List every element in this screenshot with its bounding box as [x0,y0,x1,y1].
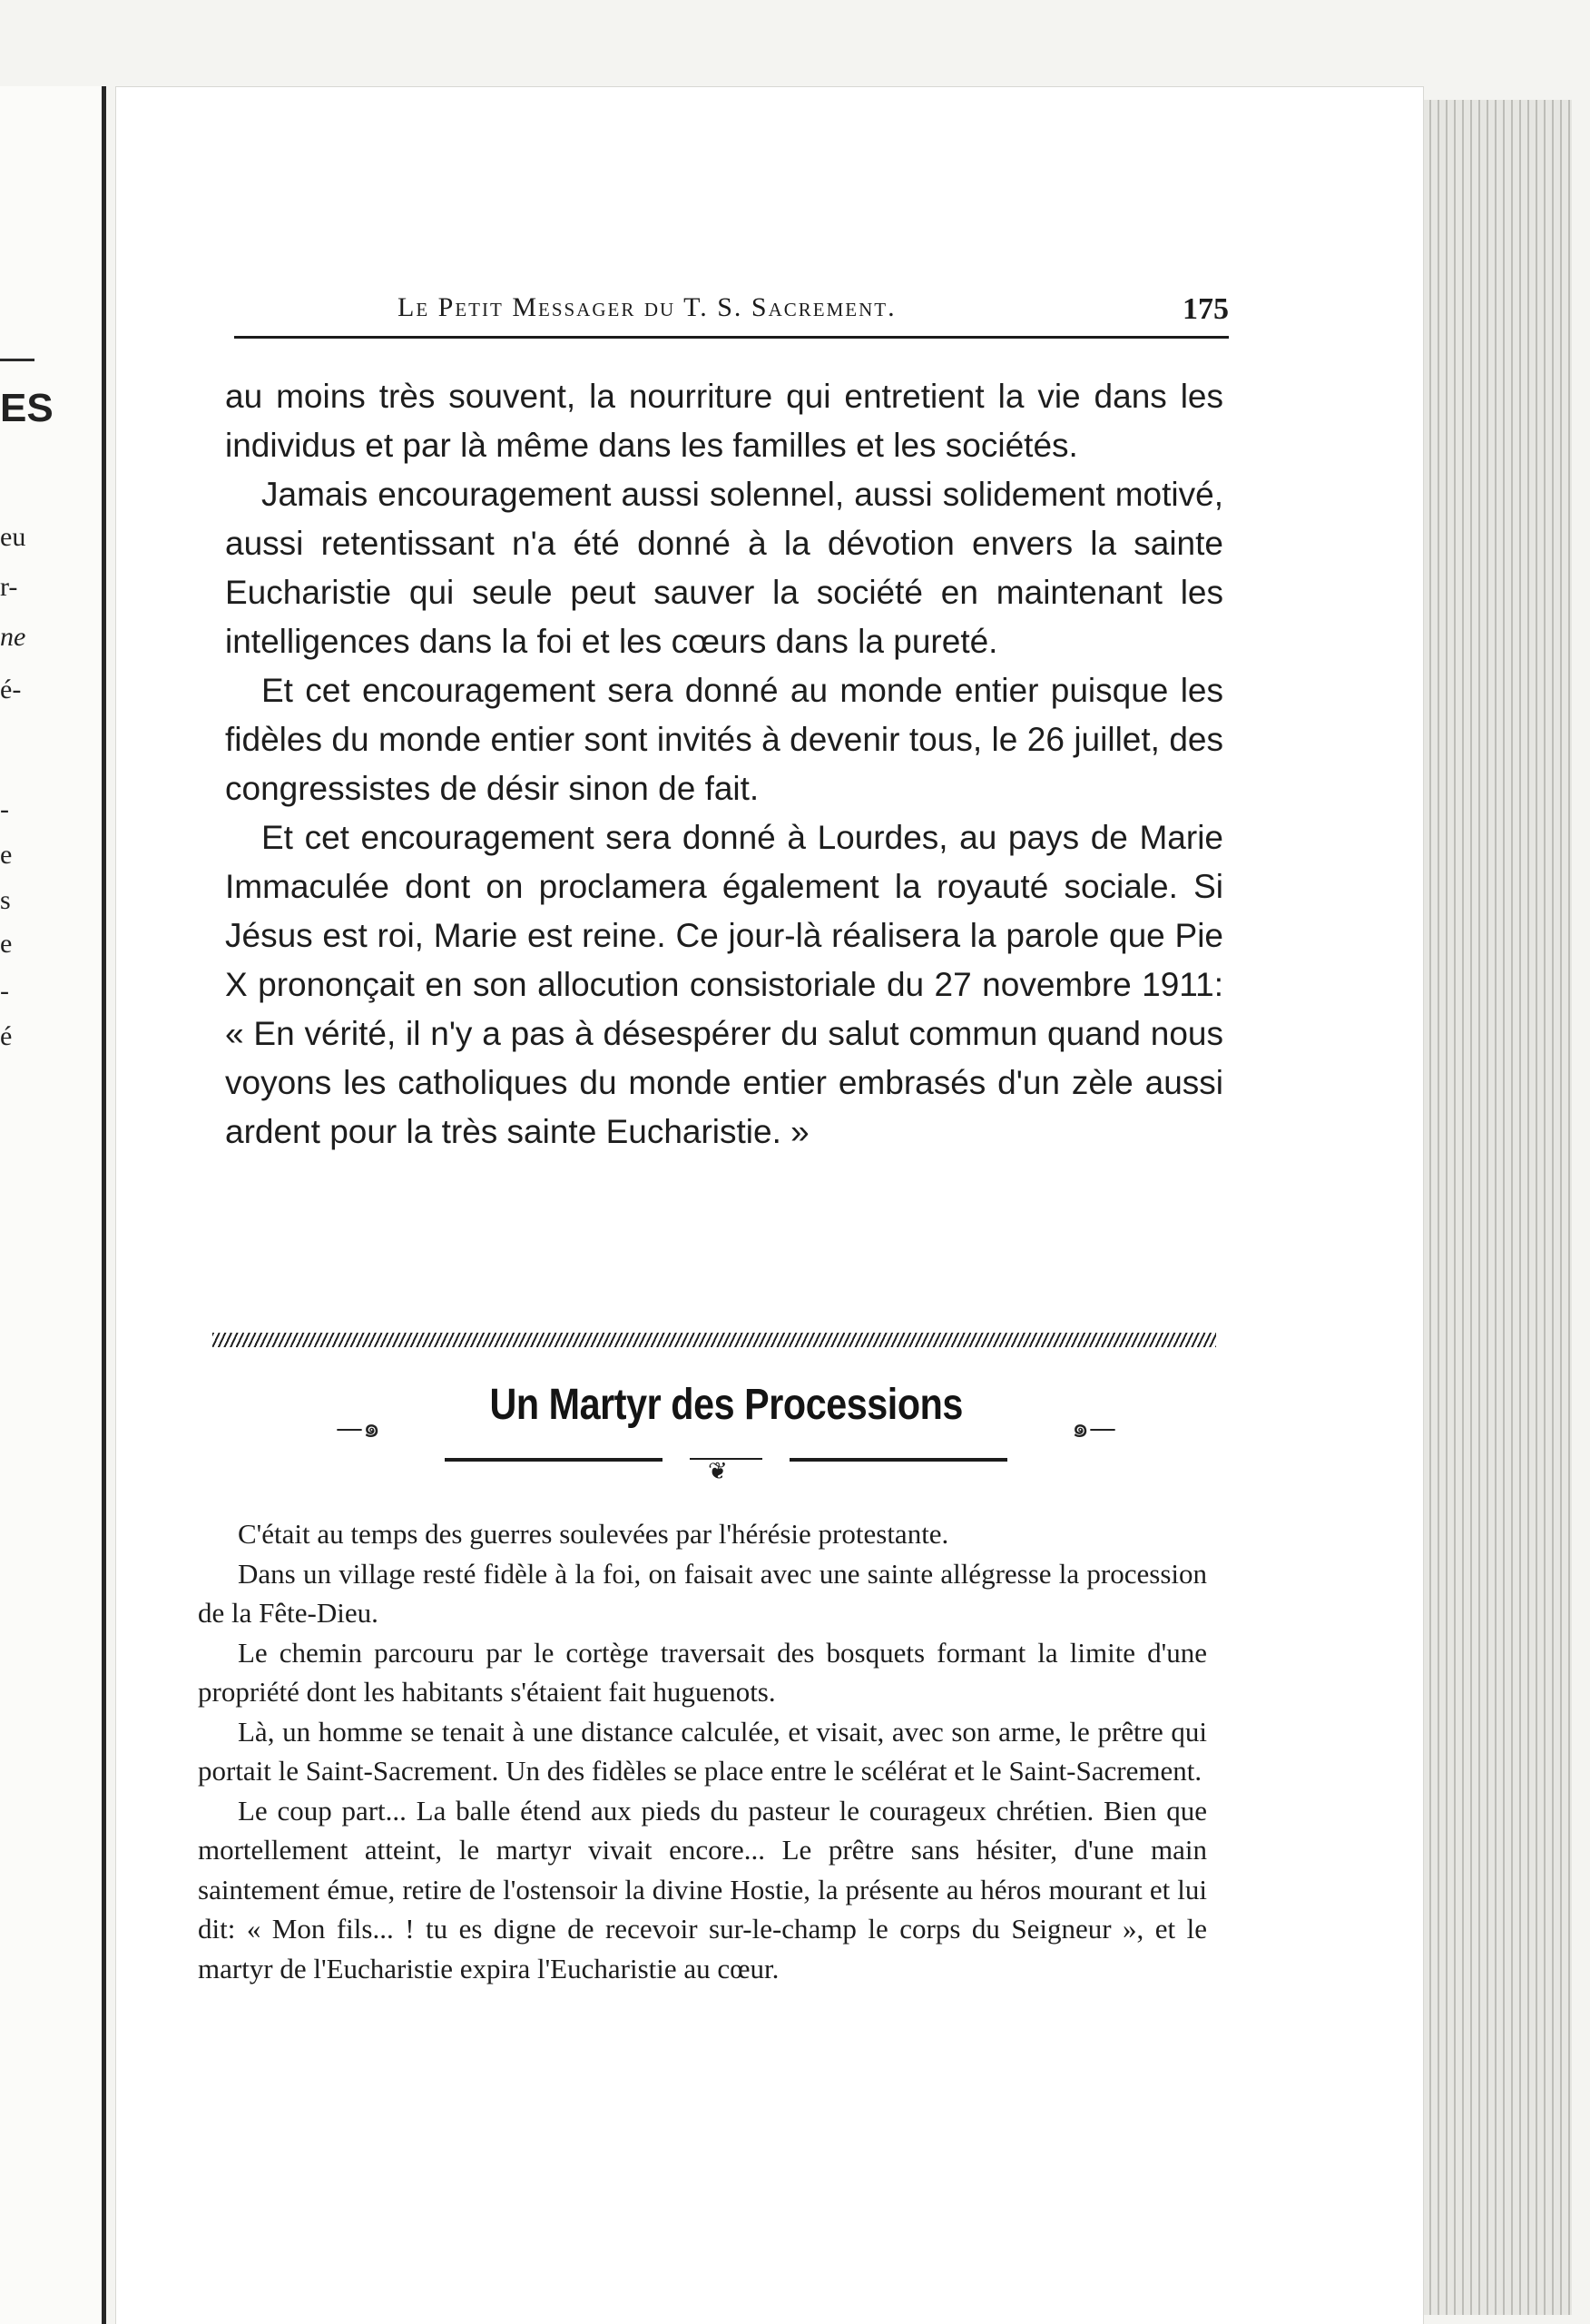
paragraph: Le coup part... La balle étend aux pieds du pasteur le courageux chrétien. Bien que mortellement atteint, le martyr vivait encore... Le prêtre sans hésiter, d'une main saintement émue, retire de l'ostensoir la divine Hostie, la présente au héros mourant et lui dit: « Mon fils... ! tu es digne de recevoir sur-le-champ le corps du Seigneur », et le martyr de l'Eucharistie expira l'Eucharistie au cœur. [198,1794,1207,1984]
body-text [225,372,1223,1157]
left-page-fragment: é- [0,675,22,704]
left-page-fragment: e [0,929,13,959]
scroll-ornament-icon: —๑ [336,1413,381,1444]
book-page-edges [1405,100,1572,2315]
left-page-fragment: eu [0,522,26,552]
left-page-fragment: s [0,885,11,915]
fleuron-icon: ❦ [708,1458,728,1485]
left-page-fragment: ne [0,622,26,652]
title-rule-right [790,1458,1007,1462]
left-page-fragment: ES [0,386,54,430]
page-number: 175 [1183,292,1229,326]
paragraph: Dans un village resté fidèle à la foi, on faisait avec une sainte allégresse la procession de la Fête-Dieu. [198,1557,1207,1629]
left-page-fragment: e [0,840,13,870]
left-page-fragment: r- [0,572,18,602]
paragraph: Jamais encouragement aussi solennel, aussi solidement motivé, aussi retentissant n'a été donné à la dévotion envers la sainte Eucharistie qui seule peut sauver la société en maintenant les intelligences dans la foi et les cœurs dans la pureté. [225,476,1223,660]
paragraph: C'était au temps des guerres soulevées par l'hérésie protestante. [238,1518,949,1550]
paragraph: Et cet encouragement sera donné à Lourdes, au pays de Marie Immaculée dont on proclamera également la royauté sociale. Si Jésus est roi, Marie est reine. Ce jour-là réalisera la parole que Pie X prononçait en son allocution consistoriale du 27 novembre 1911: « En vérité, il n'y a pas à désespérer du salut commun quand nous voyons les catholiques du monde entier embrasés d'un zèle aussi ardent pour la très sainte Eucharistie. » [225,819,1223,1150]
article-title: Un Martyr des Processions [489,1381,963,1429]
paragraph: Là, un homme se tenait à une distance calculée, et visait, avec son arme, le prêtre qui portait le Saint-Sacrement. Un des fidèles se place entre le scélérat et le Saint-Sacrement. [198,1715,1207,1787]
title-rule-left [445,1458,662,1462]
article-heading [327,1380,1125,1489]
header-rule [234,336,1229,339]
scroll-ornament-icon: ๑— [1071,1413,1116,1444]
article-text [198,1514,1207,1988]
paragraph: Le chemin parcouru par le cortège traversait des bosquets formant la limite d'une propriété dont les habitants s'étaient fait huguenots. [198,1636,1207,1708]
left-page-fragment: é [0,1021,13,1051]
section-separator [212,1333,1216,1347]
left-page-rule [0,359,34,361]
left-page-fragment: - [0,976,9,1006]
left-facing-page [0,86,106,2324]
left-page-fragment: - [0,794,9,824]
title-underline [445,1454,1007,1485]
running-head: Le Petit Messager du T. S. Sacrement. [398,292,897,322]
paragraph: Et cet encouragement sera donné au monde entier puisque les fidèles du monde entier sont invités à devenir tous, le 26 juillet, des congressistes de désir sinon de fait. [225,672,1223,807]
paragraph: au moins très souvent, la nourriture qui entretient la vie dans les individus et par là même dans les familles et les sociétés. [225,378,1223,464]
page-header [234,292,1229,347]
